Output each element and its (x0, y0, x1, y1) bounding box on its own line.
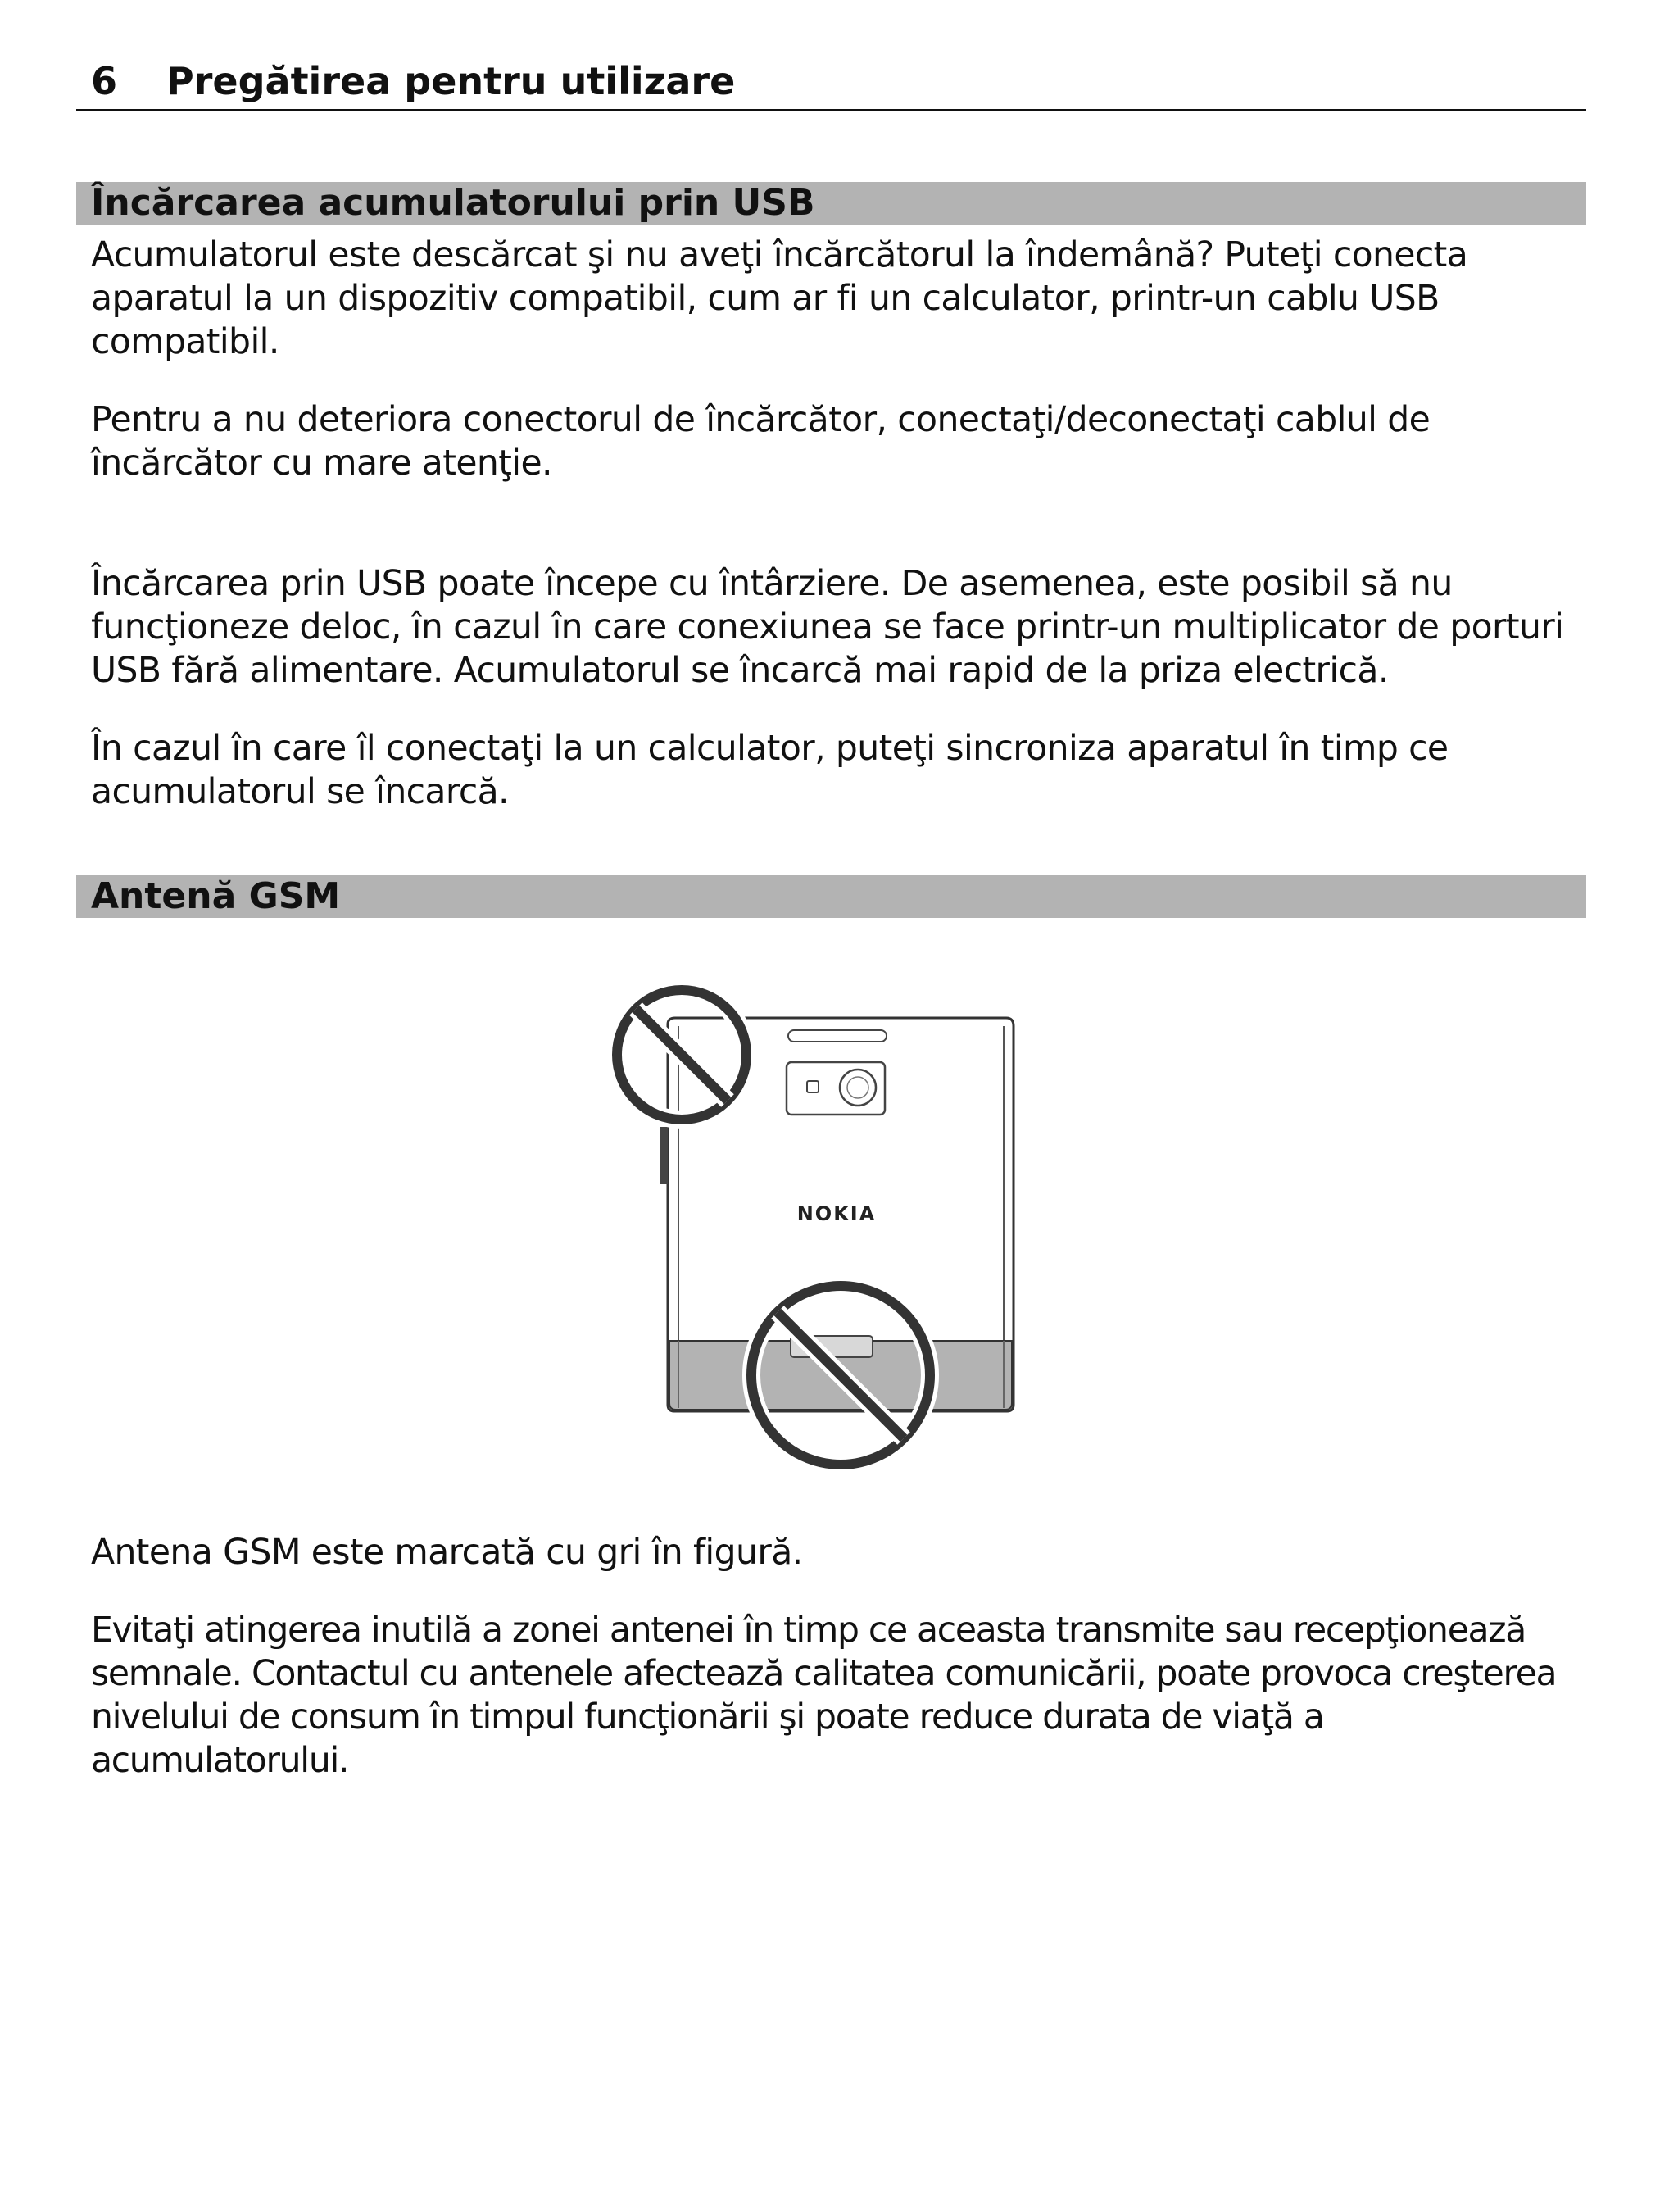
speaker-slot (788, 1030, 887, 1042)
paragraph-antenna-warning: Evitaţi atingerea inutilă a zonei antenei în timp ce aceasta transmite sau recepţionează semnale. Contactul cu antenele afectează calitatea comunicării, poate provoca creşterea nivelului de consum în timpul funcţionării şi poate reduce durata de viaţă a acumulatorului. (91, 1610, 1557, 1781)
phone-back-illustration (606, 975, 1032, 1483)
antenna-figure (606, 975, 1032, 1483)
brand-logo: NOKIA (796, 1202, 877, 1225)
page-number: 6 (91, 59, 118, 103)
section-heading-gsm-antenna: Antenă GSM (76, 875, 1586, 918)
paragraph-usb-intro: Acumulatorul este descărcat şi nu aveţi încărcătorul la îndemână? Puteţi conecta aparatul la un dispozitiv compatibil, cum ar fi un calculator, printr-un cablu USB compatibil. (91, 235, 1468, 362)
paragraph-connector-care: Pentru a nu deteriora conectorul de încărcător, conectaţi/deconectaţi cablul de încărcător cu mare atenţie. (91, 400, 1431, 484)
flash-icon (807, 1081, 819, 1092)
paragraph-antenna-marked: Antena GSM este marcată cu gri în figură. (91, 1533, 803, 1573)
paragraph-usb-delay: Încărcarea prin USB poate începe cu întârziere. De asemenea, este posibil să nu funcţioneze deloc, în cazul în care conexiunea se face printr-un multiplicator de porturi USB fără alimentare. Acumulatorul se încarcă mai rapid de la priza electrică. (91, 564, 1564, 691)
side-key (660, 1127, 668, 1184)
section-heading-usb-charging: Încărcarea acumulatorului prin USB (76, 182, 1586, 225)
chapter-title: Pregătirea pentru utilizare (166, 59, 736, 103)
page-header (76, 57, 1586, 111)
paragraph-computer-sync: În cazul în care îl conectaţi la un calculator, puteţi sincroniza aparatul în timp ce acumulatorul se încarcă. (91, 729, 1449, 812)
